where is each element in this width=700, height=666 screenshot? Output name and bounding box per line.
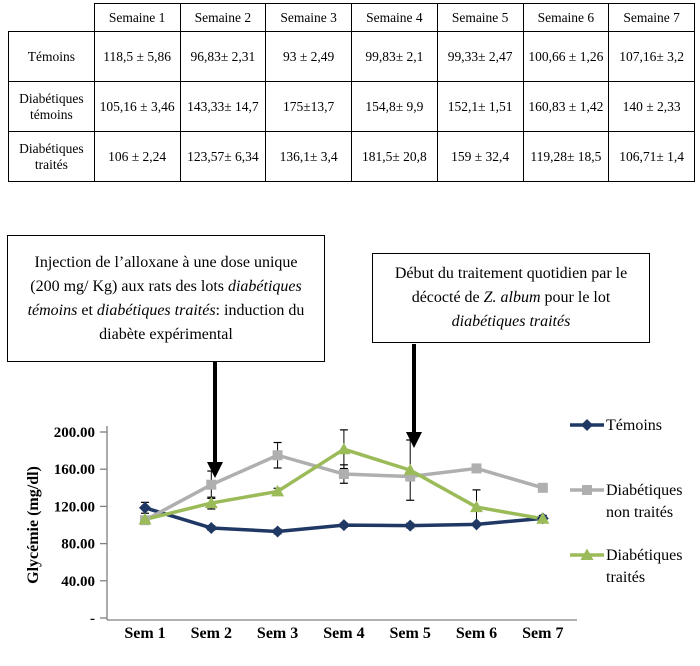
diamond-marker [205, 522, 217, 534]
table-cell: 160,83 ± 1,42 [523, 82, 609, 132]
legend-label: Diabétiques [606, 482, 683, 499]
table-col-header: Semaine 5 [437, 4, 523, 32]
table-cell: 99,83± 2,1 [352, 32, 438, 82]
annotation-text: Début du traitement quotidien par le décocté de Z. album pour le lot diabétiques traités [394, 265, 628, 330]
diamond-marker [272, 526, 284, 538]
table-cell: 96,83± 2,31 [180, 32, 266, 82]
annotation-treatment-start [372, 253, 650, 343]
table-cell: 154,8± 9,9 [352, 82, 438, 132]
table-row-diabetiques-temoins [9, 82, 695, 132]
x-category-label: Sem 1 [124, 625, 166, 642]
table-cell: 175±13,7 [266, 82, 352, 132]
square-marker [472, 463, 482, 473]
diamond-marker [404, 520, 416, 532]
legend-label: Témoins [606, 417, 662, 434]
square-marker [339, 469, 349, 479]
table-col-header: Semaine 2 [180, 4, 266, 32]
table-col-header: Semaine 1 [94, 4, 180, 32]
y-tick-label: - [90, 611, 95, 627]
diamond-marker [338, 519, 350, 531]
glycemia-chart [0, 380, 700, 666]
table-col-header: Semaine 3 [266, 4, 352, 32]
x-category-label: Sem 4 [323, 625, 365, 642]
table-cell: 140 ± 2,33 [609, 82, 695, 132]
table-col-header: Semaine 4 [352, 4, 438, 32]
table-cell: 136,1± 3,4 [266, 132, 352, 182]
diamond-marker [581, 419, 593, 431]
table-cell: 143,33± 14,7 [180, 82, 266, 132]
x-category-label: Sem 7 [522, 625, 564, 642]
table-cell: 106,71± 1,4 [609, 132, 695, 182]
square-marker [206, 480, 216, 490]
annotation-alloxan-injection [7, 235, 325, 362]
table-row-label: Diabétiques témoins [9, 82, 95, 132]
x-category-label: Sem 6 [455, 625, 498, 642]
table-cell: 123,57± 6,34 [180, 132, 266, 182]
table-cell: 99,33± 2,47 [437, 32, 523, 82]
table-cell: 105,16 ± 3,46 [94, 82, 180, 132]
table-cell: 107,16± 3,2 [609, 32, 695, 82]
table-cell: 181,5± 20,8 [352, 132, 438, 182]
y-tick-label: 160.00 [53, 462, 95, 479]
x-category-label: Sem 5 [389, 625, 431, 642]
table-corner-cell [9, 4, 95, 32]
table-row-label: Diabétiques traités [9, 132, 95, 182]
x-category-label: Sem 3 [256, 625, 299, 642]
table-col-header: Semaine 6 [523, 4, 609, 32]
annotation-text: Injection de l’alloxane à une dose unique (200 mg/ Kg) aux rats des lots diabétiques témoins et diabétiques traités: induction du diabète expérimental [27, 253, 305, 343]
table-cell: 106 ± 2,24 [94, 132, 180, 182]
table-cell: 93 ± 2,49 [266, 32, 352, 82]
diamond-marker [139, 502, 151, 514]
triangle-marker [337, 443, 350, 455]
y-tick-label: 80.00 [61, 536, 95, 553]
table-row-temoins [9, 32, 695, 82]
y-tick-label: 120.00 [53, 499, 95, 516]
table-row-diabetiques-traites [9, 132, 695, 182]
legend-label: traités [606, 569, 646, 586]
glycemia-table [8, 3, 695, 182]
legend-label: Diabétiques [606, 547, 683, 564]
square-marker [273, 450, 283, 460]
x-category-label: Sem 2 [190, 625, 232, 642]
y-axis-title: Glycémie (mg/dl) [25, 466, 42, 584]
table-cell: 159 ± 32,4 [437, 132, 523, 182]
table-header-row [9, 4, 695, 32]
square-marker [582, 485, 592, 495]
table-row-label: Témoins [9, 32, 95, 82]
table-cell: 100,66 ± 1,26 [523, 32, 609, 82]
table-col-header: Semaine 7 [609, 4, 695, 32]
table-cell: 152,1± 1,51 [437, 82, 523, 132]
legend-label: non traités [606, 504, 674, 521]
square-marker [538, 483, 548, 493]
y-tick-label: 40.00 [61, 573, 95, 590]
diamond-marker [471, 518, 483, 530]
line-chart-svg [0, 380, 700, 666]
table-cell: 119,28± 18,5 [523, 132, 609, 182]
y-tick-label: 200.00 [53, 425, 95, 441]
table-cell: 118,5 ± 5,86 [94, 32, 180, 82]
